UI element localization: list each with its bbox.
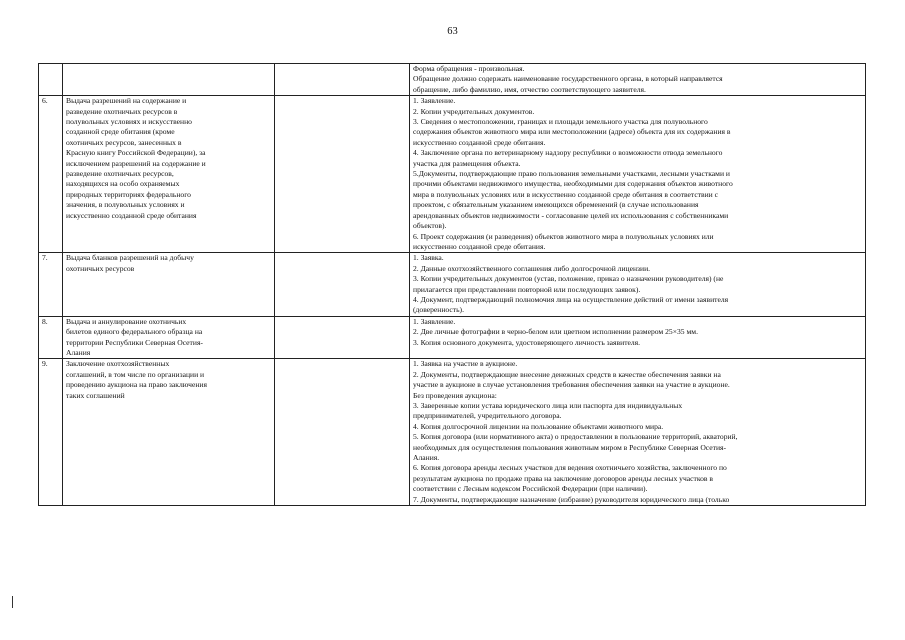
table-row — [39, 64, 866, 96]
service-name-line: Выдача разрешений на содержание и — [66, 96, 187, 106]
service-name-line: охотничьих ресурсов — [66, 263, 135, 273]
document-line: объектов). — [413, 221, 447, 231]
document-line: 2. Документы, подтверждающие внесение денежных средств в качестве обеспечения заявки на — [413, 369, 721, 379]
document-line: 3. Копия основного документа, удостоверяющего личность заявителя. — [413, 337, 641, 347]
service-name-cell — [63, 96, 275, 253]
document-line: мира в полувольных условиях или в искусственно созданной среде обитания в соответствии с — [413, 189, 719, 199]
row-number: 9. — [42, 359, 48, 369]
empty-cell — [275, 359, 410, 506]
page-number: 63 — [447, 26, 458, 37]
row-number: 7. — [42, 253, 48, 263]
document-line: 7. Документы, подтверждающие назначение (избрание) руководителя юридического лица (только — [413, 494, 730, 504]
document-line: 1. Заявка на участие в аукционе. — [413, 359, 518, 369]
service-name-cell — [63, 253, 275, 316]
required-documents-cell — [410, 96, 866, 253]
document-line: 6. Проект содержания (и разведения) объектов животного мира в полувольных условиях или — [413, 231, 714, 241]
service-name-line: проведению аукциона на право заключения — [66, 380, 207, 390]
service-name-line: таких соглашений — [66, 390, 125, 400]
required-documents-cell — [410, 253, 866, 316]
service-name-line: территории Республики Северная Осетия- — [66, 337, 203, 347]
service-name-line: Выдача и аннулирование охотничьих — [66, 316, 187, 326]
document-line: обращение, либо фамилию, имя, отчество соответствующего заявителя. — [413, 84, 646, 94]
row-number-cell — [39, 359, 63, 506]
service-name-line: соглашений, в том числе по организации и — [66, 369, 205, 379]
document-line: искусственно созданной среде обитания. — [413, 241, 546, 251]
required-documents-cell — [410, 64, 866, 96]
service-name-line: полувольных условиях и искусственно — [66, 117, 192, 127]
document-line: предпринимателей, учредительного договора. — [413, 411, 562, 421]
service-name-cell — [63, 316, 275, 359]
document-line: 4. Копия долгосрочной лицензии на пользование объектами животного мира. — [413, 421, 664, 431]
row-number-cell — [39, 64, 63, 96]
service-name-line: природных территориях федерального — [66, 189, 191, 199]
document-line: 4. Заключение органа по ветеринарному надзору республики о возможности отвода земельного — [413, 148, 723, 158]
document-line: Без проведения аукциона: — [413, 390, 497, 400]
document-line: Форма обращения - произвольная. — [413, 64, 525, 73]
services-table — [38, 63, 866, 506]
table-row — [39, 96, 866, 253]
document-line: 1. Заявка. — [413, 253, 444, 263]
margin-mark — [12, 596, 13, 608]
document-line: проектом, с обязательным указанием имеющихся обременений (в случае использования — [413, 200, 699, 210]
service-name-line: искусственно созданной среде обитания — [66, 210, 197, 220]
document-line: Алания. — [413, 453, 440, 463]
document-line: искусственно созданной среде обитания. — [413, 137, 546, 147]
document-line: 3. Сведения о местоположении, границах и площади земельного участка для полувольного — [413, 117, 708, 127]
document-line: 3. Заверенные копии устава юридического лица или паспорта для индивидуальных — [413, 401, 683, 410]
service-name-line: созданной среде обитания (кроме — [66, 127, 175, 137]
table-row — [39, 359, 866, 506]
document-line: 4. Документ, подтверждающий полномочия лица на осуществление действий от имени заявителя — [413, 294, 729, 304]
service-name-line: разведение охотничьих ресурсов в — [66, 106, 178, 116]
document-line: необходимых для осуществления пользования животным миром в Республике Северная Осетия- — [413, 442, 727, 452]
row-number-cell — [39, 253, 63, 316]
service-name-line: Красную книгу Российской Федерации), за — [66, 148, 206, 158]
service-name-line: Выдача бланков разрешений на добычу — [66, 253, 194, 263]
empty-cell — [275, 253, 410, 316]
table-row — [39, 253, 866, 316]
required-documents-cell — [410, 316, 866, 359]
document-line: участие в аукционе в случае установления требования обеспечения заявки на участие в аукционе. — [413, 380, 730, 390]
document-line: 2. Две личные фотографии в черно-белом или цветном исполнении размером 25×35 мм. — [413, 327, 698, 337]
document-line: 5. Копия договора (или нормативного акта) о предоставлении в пользование территорий, акваторий, — [413, 432, 738, 442]
document-line: соответствии с Лесным кодексом Российской Федерации (при наличии). — [413, 484, 648, 494]
row-number-cell — [39, 316, 63, 359]
service-name-line: билетов единого федерального образца на — [66, 327, 203, 337]
service-name-cell — [63, 64, 275, 96]
document-line: содержания объектов животного мира или местоположении (адресе) объекта для их содержания в — [413, 127, 731, 137]
document-line: 6. Копия договора аренды лесных участков для ведения охотничьего хозяйства, заключенного по — [413, 463, 727, 473]
document-line: результатам аукциона по продаже права на заключение договоров аренды лесных участков в — [413, 473, 713, 483]
document-line: участка для размещения объекта. — [413, 158, 521, 168]
document-line: Обращение должно содержать наименование государственного органа, в который направляется — [413, 74, 723, 84]
service-name-line: находящихся на особо охраняемых — [66, 179, 180, 189]
service-name-line: значения, в полувольных условиях и — [66, 200, 185, 210]
service-name-line: исключением разрешений на содержание и — [66, 158, 206, 168]
row-number-cell — [39, 96, 63, 253]
table-body — [39, 64, 866, 506]
empty-cell — [275, 64, 410, 96]
document-line: 2. Данные охотхозяйственного соглашения либо долгосрочной лицензии. — [413, 263, 651, 273]
service-name-cell — [63, 359, 275, 506]
document-line: 1. Заявление. — [413, 316, 456, 326]
empty-cell — [275, 316, 410, 359]
document-line: 3. Копии учредительных документов (устав, положение, приказ о назначении руководителя) (не — [413, 274, 724, 284]
empty-cell — [275, 96, 410, 253]
service-name-line: охотничьих ресурсов, занесенных в — [66, 137, 182, 147]
document-line: прилагается при представлении повторной или последующих заявок). — [413, 284, 641, 294]
document-line: 5.Документы, подтверждающие право пользования земельными участками, лесными участками и — [413, 169, 730, 179]
document-line: (доверенность). — [413, 305, 464, 315]
service-name-line: Заключение охотхозяйственных — [66, 359, 170, 369]
table-row — [39, 316, 866, 359]
document-line: 2. Копии учредительных документов. — [413, 106, 535, 116]
document-line: 1. Заявление. — [413, 96, 456, 106]
row-number: 8. — [42, 316, 48, 326]
service-name-line: разведение охотничьих ресурсов, — [66, 169, 174, 179]
required-documents-cell — [410, 359, 866, 506]
document-line: прочими объектами недвижимого имущества, необходимыми для содержания объектов животного — [413, 179, 733, 189]
document-line: арендованных объектов недвижимости - согласование целей их использования с собственниками — [413, 210, 729, 220]
row-number: 6. — [42, 96, 48, 106]
service-name-line: Алания — [66, 347, 91, 357]
